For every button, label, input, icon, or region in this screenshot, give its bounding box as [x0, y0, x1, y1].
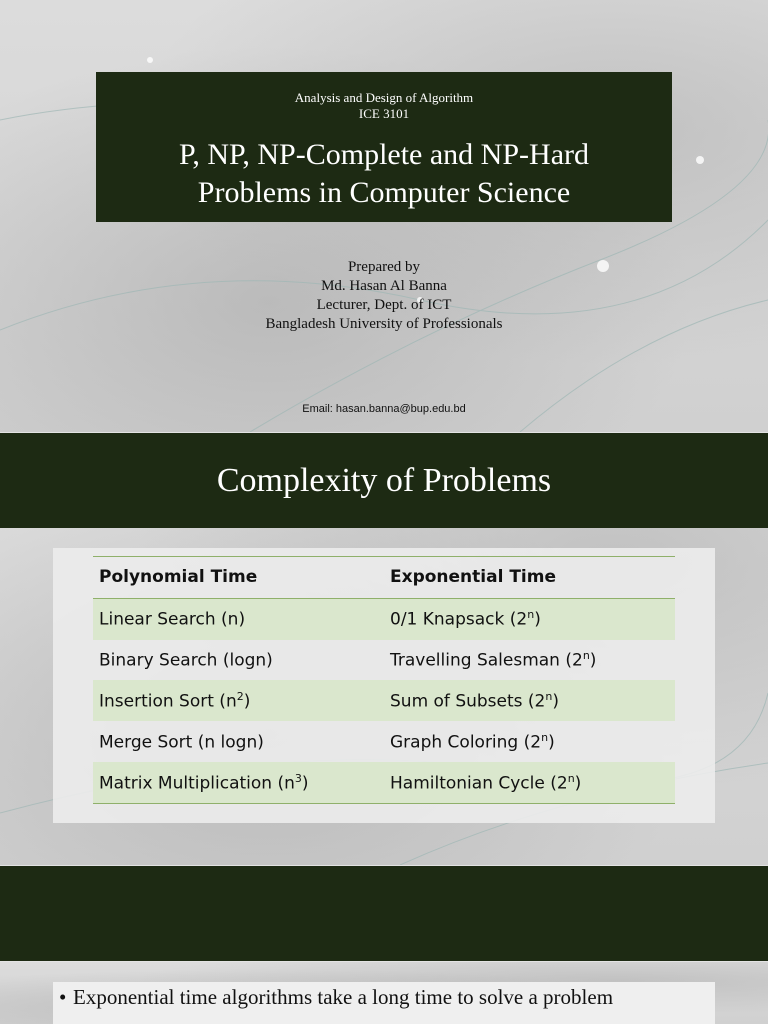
- exponential-cell: Travelling Salesman (2$^n$): [390, 649, 597, 671]
- table-row: [93, 640, 675, 681]
- complexity-table: [93, 556, 675, 804]
- column-header-polynomial: Polynomial Time: [93, 557, 384, 599]
- table-row: [93, 762, 675, 803]
- table-row: [93, 721, 675, 762]
- slide-title: Complexity of Problems: [216, 462, 552, 499]
- author-position: Lecturer, Dept. of ICT: [316, 297, 452, 313]
- exponential-cell: Sum of Subsets (2$^n$): [384, 680, 675, 721]
- author-name: Md. Hasan Al Banna: [321, 278, 447, 294]
- course-name: Analysis and Design of Algorithm: [294, 90, 474, 105]
- column-header-exponential: Exponential Time: [384, 557, 675, 599]
- table-row: [93, 598, 675, 639]
- bullet-text: Exponential time algorithms take a long time to solve a problem: [73, 985, 614, 1009]
- exponential-cell: Graph Coloring (2$^n$): [390, 730, 555, 753]
- title-line-1: P, NP, NP-Complete and NP-Hard: [179, 138, 589, 171]
- title-box: [96, 72, 672, 222]
- polynomial-cell: Insertion Sort $(n^2)$: [93, 680, 384, 721]
- bullet-marker: •: [59, 985, 67, 1009]
- slide-title: [96, 136, 672, 212]
- exponential-cell: Hamiltonian Cycle (2$^n$): [384, 762, 675, 803]
- table-row: [93, 680, 675, 721]
- polynomial-cell: Matrix Multiplication $(n^3)$: [93, 762, 384, 803]
- polynomial-cell: Linear Search (n): [93, 598, 384, 639]
- author-university: Bangladesh University of Professionals: [265, 316, 503, 332]
- title-slide: [0, 0, 768, 432]
- author-block: [0, 258, 768, 334]
- table-header-row: [93, 557, 675, 599]
- title-line-2: Problems in Computer Science: [197, 176, 571, 209]
- slide-header: [0, 433, 768, 528]
- course-code: ICE 3101: [358, 106, 410, 121]
- polynomial-cell: Merge Sort (n logn): [99, 732, 264, 753]
- exponential-cell: 0/1 Knapsack (2$^n$): [384, 598, 675, 639]
- prepared-by-label: Prepared by: [347, 259, 421, 275]
- bullet-card: [53, 982, 715, 1024]
- polynomial-cell: Binary Search (logn): [99, 650, 273, 671]
- dark-header-slide: [0, 866, 768, 961]
- complexity-table-card: [53, 548, 715, 823]
- author-email: Email: hasan.banna@bup.edu.bd: [302, 403, 466, 415]
- bullet-slide: [0, 962, 768, 1024]
- complexity-slide: [0, 433, 768, 865]
